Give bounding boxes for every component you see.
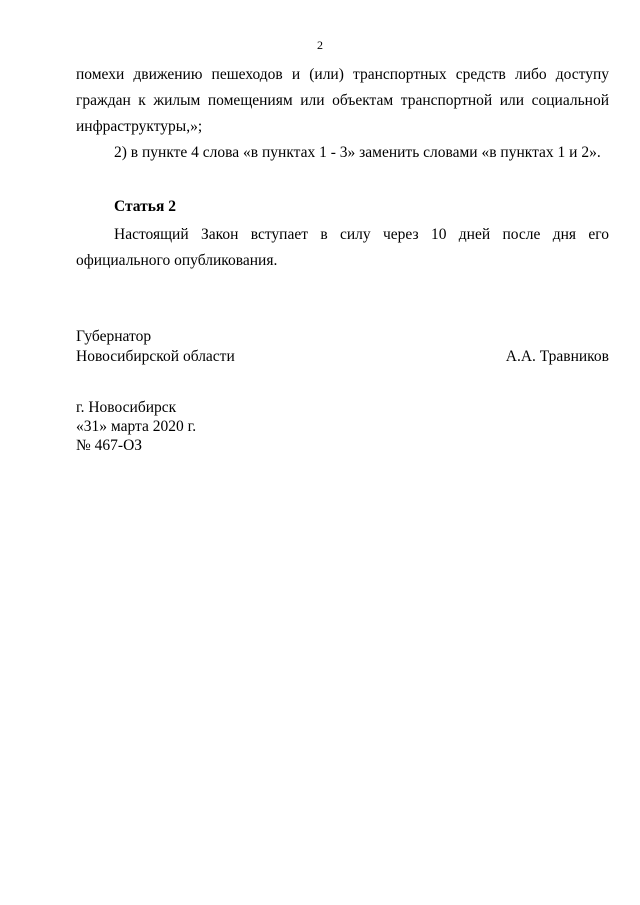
page-number: 2 — [317, 38, 323, 52]
paragraph-continuation: помехи движению пешеходов и (или) транспортных средств либо доступу граждан к жилым помещениям или объектам транспортной или социальной инфраструктуры,»; — [76, 66, 609, 135]
signature-title-line1: Губернатор — [76, 328, 152, 345]
signatory-name: А.А. Травников — [505, 348, 609, 365]
document-city: г. Новосибирск — [76, 399, 177, 416]
article-body — [76, 222, 609, 274]
article-paragraph: Настоящий Закон вступает в силу через 10 дней после дня его официального опубликования. — [76, 226, 609, 269]
article-heading: Статья 2 — [114, 198, 176, 215]
signature-row — [76, 347, 609, 367]
document-details — [76, 398, 196, 455]
amendment-text — [76, 62, 609, 166]
document-number: № 467-ОЗ — [76, 437, 143, 454]
document-date: «31» марта 2020 г. — [76, 418, 197, 435]
paragraph-item-2: 2) в пункте 4 слова «в пунктах 1 - 3» заменить словами «в пунктах 1 и 2». — [114, 144, 601, 161]
signature-block — [76, 327, 609, 367]
signature-title-line2: Новосибирской области — [76, 348, 235, 365]
